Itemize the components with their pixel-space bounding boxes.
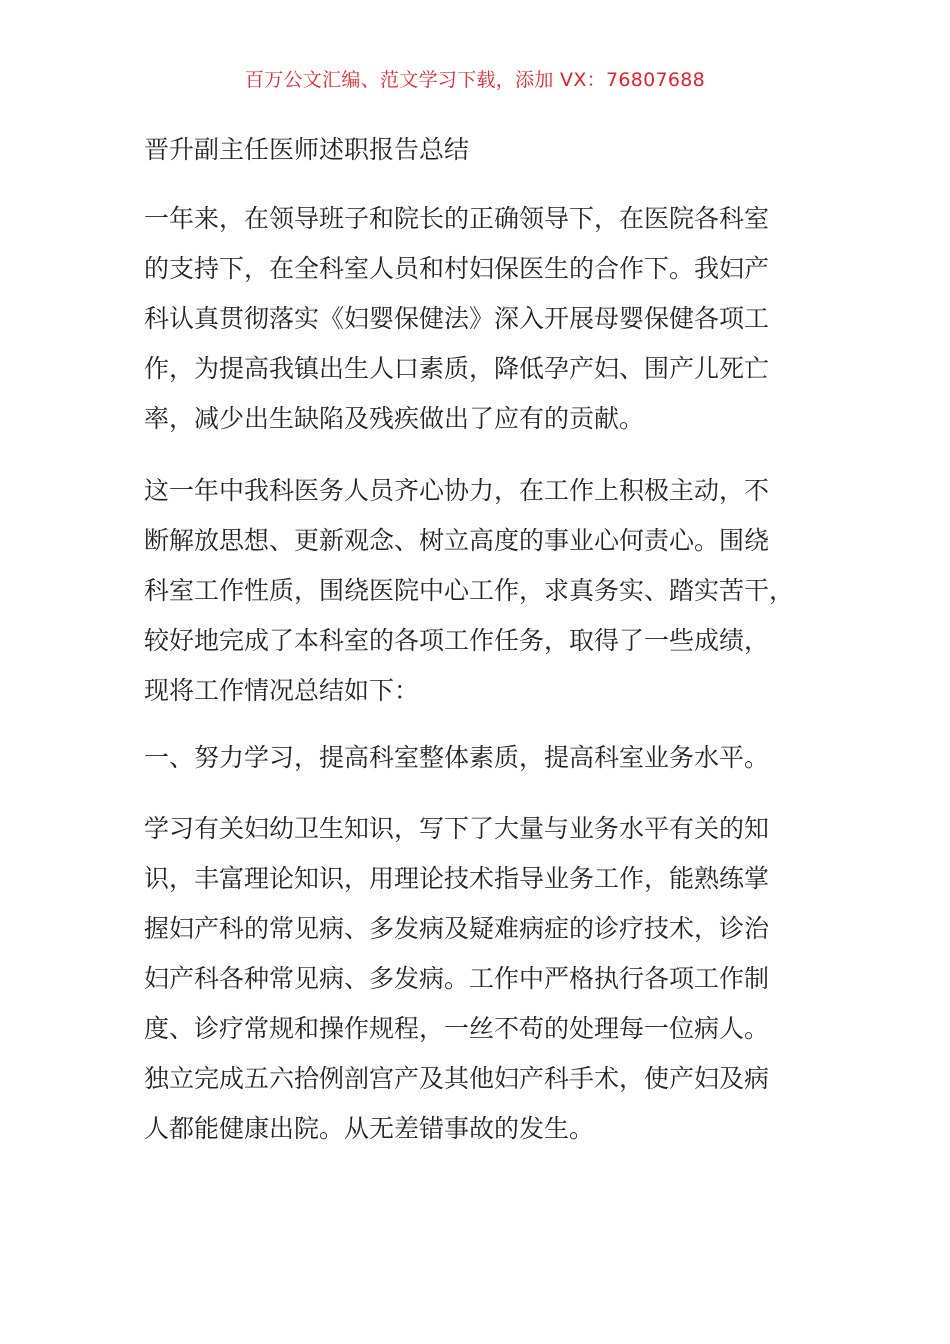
paragraph-line: 独立完成五六拾例剖宫产及其他妇产科手术，使产妇及病 <box>144 1064 770 1093</box>
paragraph-line: 度、诊疗常规和操作规程，一丝不苟的处理每一位病人。 <box>144 1014 770 1043</box>
paragraph-line: 科室工作性质，围绕医院中心工作，求真务实、踏实苦干， <box>144 576 795 605</box>
paragraph-line: 较好地完成了本科室的各项工作任务，取得了一些成绩， <box>144 626 770 655</box>
section-heading: 一、努力学习，提高科室整体素质，提高科室业务水平。 <box>144 743 770 772</box>
paragraph-line: 妇产科各种常见病、多发病。工作中严格执行各项工作制 <box>144 964 770 993</box>
paragraph-line: 人都能健康出院。从无差错事故的发生。 <box>144 1114 595 1143</box>
paragraph-line: 现将工作情况总结如下： <box>144 676 420 705</box>
paragraph-section-one <box>144 804 814 1154</box>
paragraph-intro <box>144 194 814 444</box>
paragraph-line: 断解放思想、更新观念、树立高度的事业心何责心。围绕 <box>144 526 770 555</box>
paragraph-line: 学习有关妇幼卫生知识，写下了大量与业务水平有关的知 <box>144 814 770 843</box>
paragraph-line: 率，减少出生缺陷及残疾做出了应有的贡献。 <box>144 404 645 433</box>
document-title: 晋升副主任医师述职报告总结 <box>144 135 470 164</box>
paragraph-line: 一年来，在领导班子和院长的正确领导下，在医院各科室 <box>144 204 770 233</box>
paragraph-line: 握妇产科的常见病、多发病及疑难病症的诊疗技术，诊治 <box>144 914 770 943</box>
paragraph-line: 的支持下，在全科室人员和村妇保医生的合作下。我妇产 <box>144 254 770 283</box>
paragraph-line: 作，为提高我镇出生人口素质，降低孕产妇、围产儿死亡 <box>144 354 770 383</box>
paragraph-line: 这一年中我科医务人员齐心协力，在工作上积极主动，不 <box>144 476 770 505</box>
document-body <box>144 130 814 1176</box>
watermark-banner: 百万公文汇编、范文学习下载，添加 VX：76807688 <box>244 69 706 91</box>
paragraph-line: 科认真贯彻落实《妇婴保健法》深入开展母婴保健各项工 <box>144 304 770 333</box>
paragraph-line: 识，丰富理论知识，用理论技术指导业务工作，能熟练掌 <box>144 864 770 893</box>
paragraph-summary <box>144 466 814 716</box>
